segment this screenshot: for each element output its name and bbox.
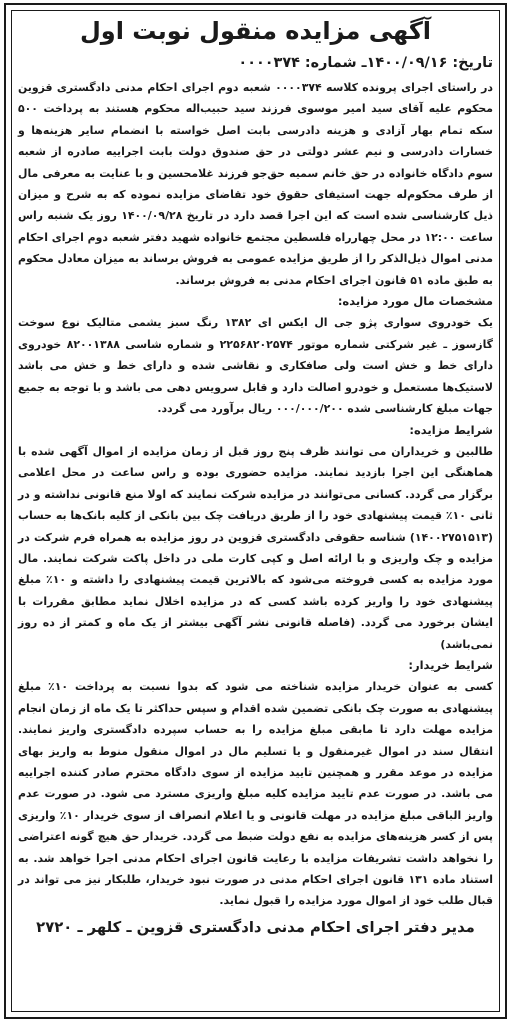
property-paragraph: یک خودروی سواری پژو جی ال ایکس ای ۱۳۸۲ رنگ سبز یشمی متالیک نوع سوخت گازسوز ـ غیر شرکتی شماره موتور ۲۲۵۶۸۲۰۲۵۷۴ و شماره شاسی ۸۲۰۰۱۳۸۸ خودروی دارای خط و خش است ولی صافکاری و نقاشی شده و دارای خط و خش می باشد لاستیک‌ها مستعمل و خودرو اصالت دارد و قابل سرویس دهی می باشد و با توجه به جمیع جهات مبلغ کارشناسی شده ۰۰۰/۰۰۰/۲۰۰ ریال برآورد می گردد. [18, 316, 493, 416]
property-heading: مشخصات مال مورد مزایده: [337, 294, 493, 309]
notice-outer-frame [4, 3, 507, 1019]
notice-footer-signature: مدیر دفتر اجرای احکام مدنی دادگستری قزوین ـ کلهر ـ ۲۷۲۰ [36, 918, 475, 936]
buyer-terms-paragraph: کسی به عنوان خریدار مزایده شناخته می شود که بدوا نسبت به پرداخت ۱۰٪ مبلغ پیشنهادی به صورت چک بانکی تضمین شده اقدام و سپس حداکثر تا یک ماه از زمان انجام مزایده مهلت دارد تا مابقی مبلغ مزایده را به حساب سپرده دادگستری واریز نمایند. انتقال سند در اموال غیرمنقول و یا تسلیم مال در اموال منقول منوط به واریز بهای مزایده در موعد مقرر و همچنین تایید مزایده از سوی دادگاه محترم صادر کننده اجراییه می باشد. در صورت عدم تایید مزایده کلیه مبلغ واریزی مسترد می شود. در صورت عدم واریز الباقی مبلغ مزایده در مهلت قانونی و یا اعلام انصراف از سوی خریدار ۱۰٪ واریزی پس از کسر هزینه‌های مزایده به نفع دولت ضبط می گردد. خریدار حق هیچ گونه اعتراضی را نخواهد داشت تشریفات مزایده با رعایت قانون اجرای احکام مدنی اجرا خواهد شد. به استناد ماده ۱۳۱ قانون اجرای احکام مدنی در صورت نبود خریدار، طلبکار نیز می تواند در قبال طلب خود از اموال مورد مزایده را قبول نماید. [18, 680, 494, 908]
intro-paragraph: در راستای اجرای پرونده کلاسه ۰۰۰۰۳۷۴ شعبه دوم اجرای احکام مدنی دادگستری قزوین محکوم علیه آقای سید امیر موسوی فرزند سید حبیب‌اله محکوم هستند به پرداخت ۵۰۰ سکه تمام بهار آزادی و هزینه دادرسی بابت اصل خواسته با انضمام سایر هزینه‌ها و خسارات دادرسی و نیم عشر دولتی در حق صندوق دولت بابت اجراییه صادره از شعبه سوم دادگاه خانواده در حق خانم سمیه حق‌جو فرزند غلامحسین و با عنایت به معرفی مال از طرف محکوم‌له جهت استیفای حقوق خود تقاضای مزایده نموده که به شرح و میزان ذیل کارشناسی شده است که این اجرا قصد دارد در تاریخ ۱۴۰۰/۰۹/۲۸ روز یک شنبه راس ساعت ۱۲:۰۰ در محل چهارراه فلسطین مجتمع خانواده شهید دفتر شعبه دوم اجرای احکام مدنی اموال ذیل‌الذکر را از طریق مزایده عمومی به فروش برساند به میزان معادل محکوم به طبق ماده ۵۱ قانون اجرای احکام مدنی به فروش برساند. [18, 81, 493, 287]
auction-terms-heading: شرایط مزایده: [409, 422, 493, 437]
notice-inner-frame [11, 10, 500, 1012]
notice-title: آگهی مزایده منقول نوبت اول [79, 17, 432, 45]
auction-terms-paragraph: طالبین و خریداران می توانند ظرف پنج روز قبل از زمان مزایده از اموال آگهی شده با هماهنگی این اجرا بازدید نمایند. مزایده حضوری بوده و راس ساعت در محل اعلامی برگزار می گردد. کسانی می‌توانند در مزایده شرکت نمایند که اولا منع قانونی نداشته و در ثانی ۱۰٪ قیمت پیشنهادی خود را از طریق دریافت چک بین بانکی از کلیه بانک‌ها به حساب (۱۴۰۰۲۷۵۱۵۱۳) شناسه حقوقی دادگستری قزوین در روز مزایده به همراه فرم شرکت در مزایده و چک واریزی و با ارائه اصل و کپی کارت ملی در داخل پاکت شرکت نمایند. مال مورد مزایده به کسی فروخته می‌شود که بالاترین قیمت پیشنهادی را داشته و ۱۰٪ مبلغ پیشنهادی خود را واریز کرده باشد کسی که در مزایده اخلال نماید مطابق مقررات با ایشان برخورد می گردد. (فاصله قانونی نشر آگهی بیشتر از یک ماه و کمتر از ده روز نمی‌باشد) [18, 444, 494, 651]
notice-dateline: تاریخ: ۱۴۰۰/۰۹/۱۶ـ شماره: ۰۰۰۰۳۷۴ [238, 55, 493, 71]
buyer-terms-heading: شرایط خریدار: [408, 657, 493, 672]
